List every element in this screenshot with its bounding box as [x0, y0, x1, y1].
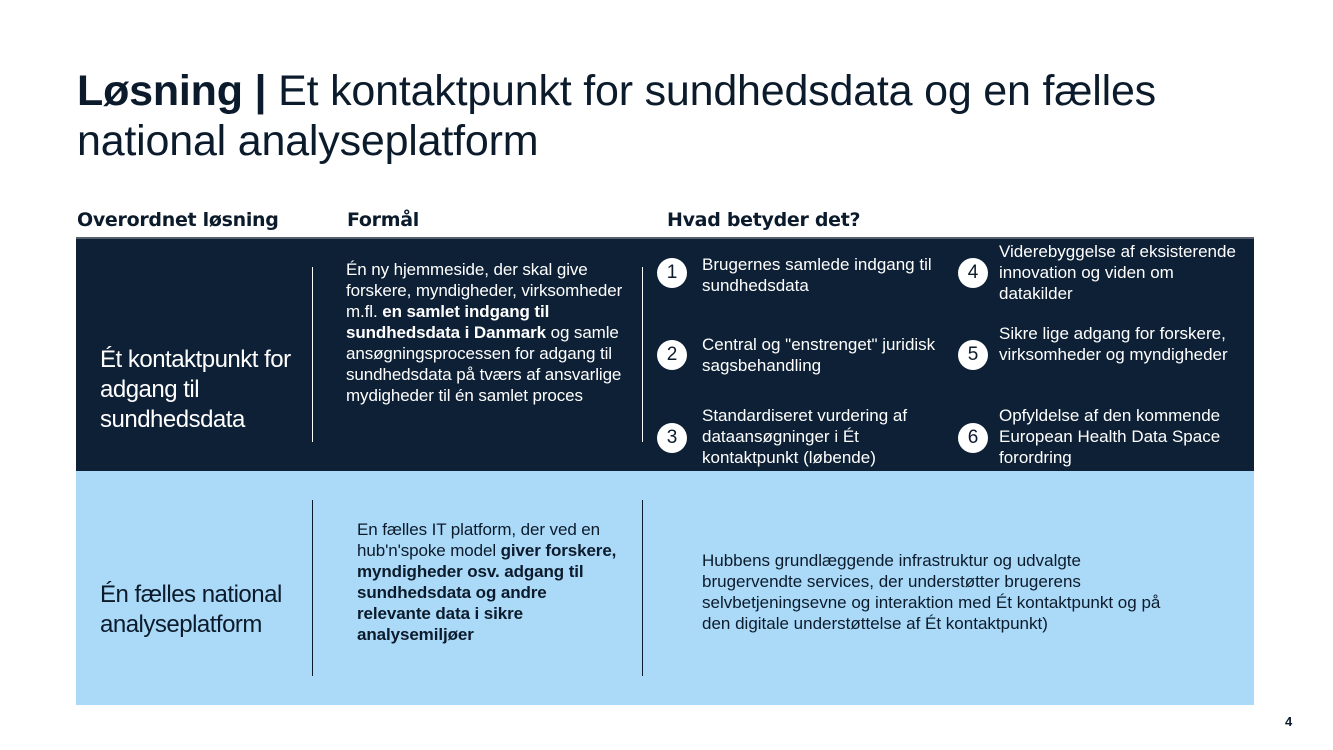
row1-purpose-pre: Én ny hjemmeside, der skal give forskere, myndigheder, virksomheder m.fl. [346, 260, 623, 321]
item-number-1: 1 [657, 258, 687, 288]
item-number-6: 6 [958, 423, 988, 453]
column-header-solution: Overordnet løsning [77, 209, 279, 231]
page-title [77, 66, 1287, 166]
page-number: 4 [1285, 714, 1293, 729]
item-text-1: Brugernes samlede indgang til sundhedsdata [702, 255, 932, 295]
title-rest: Et kontaktpunkt for sundhedsdata og en fælles national analyseplatform [77, 67, 1156, 165]
divider-row1-right [642, 267, 643, 442]
column-header-meaning: Hvad betyder det? [667, 209, 861, 231]
item-text-4: Viderebyggelse af eksisterende innovation og viden om datakilder [999, 242, 1236, 303]
item-number-2: 2 [657, 340, 687, 370]
item-text-5: Sikre lige adgang for forskere, virksomheder og myndigheder [999, 324, 1228, 364]
row2-purpose [357, 519, 617, 645]
divider-row1-left [312, 267, 313, 442]
item-number-5: 5 [958, 340, 988, 370]
row1-purpose [346, 259, 631, 406]
row1-purpose-post: og samle ansøgningsprocessen for adgang til sundhedsdata på tværs af ansvarlige mydigheder til én samlet proces [346, 323, 622, 405]
item-text-6: Opfyldelse af den kommende European Health Data Space forordring [999, 406, 1221, 467]
item-number-3: 3 [657, 423, 687, 453]
row2-meaning: Hubbens grundlæggende infrastruktur og udvalgte brugervendte services, der understøtter brugerens selvbetjeningsevne og interaktion med Ét kontaktpunkt og på den digitale understøttelse af Ét kontaktpunkt) [702, 551, 1161, 633]
row1-purpose-bold: en samlet indgang til sundhedsdata i Danmark [346, 302, 550, 342]
title-bold: Løsning | [77, 67, 267, 115]
column-header-purpose: Formål [347, 209, 419, 231]
row1-heading: Ét kontaktpunkt for adgang til sundhedsdata [100, 346, 291, 433]
divider-row2-right [642, 500, 643, 676]
divider-row2-left [312, 500, 313, 676]
row2-purpose-pre: En fælles IT platform, der ved en hub'n'spoke model [357, 520, 601, 560]
row2-heading: Én fælles national analyseplatform [100, 581, 282, 638]
item-text-2: Central og "enstrenget" juridisk sagsbehandling [702, 335, 936, 375]
item-text-3: Standardiseret vurdering af dataansøgninger i Ét kontaktpunkt (løbende) [702, 406, 908, 467]
item-number-4: 4 [958, 258, 988, 288]
row2-purpose-bold: giver forskere, myndigheder osv. adgang til sundhedsdata og andre relevante data i sikre analysemiljøer [357, 541, 617, 644]
